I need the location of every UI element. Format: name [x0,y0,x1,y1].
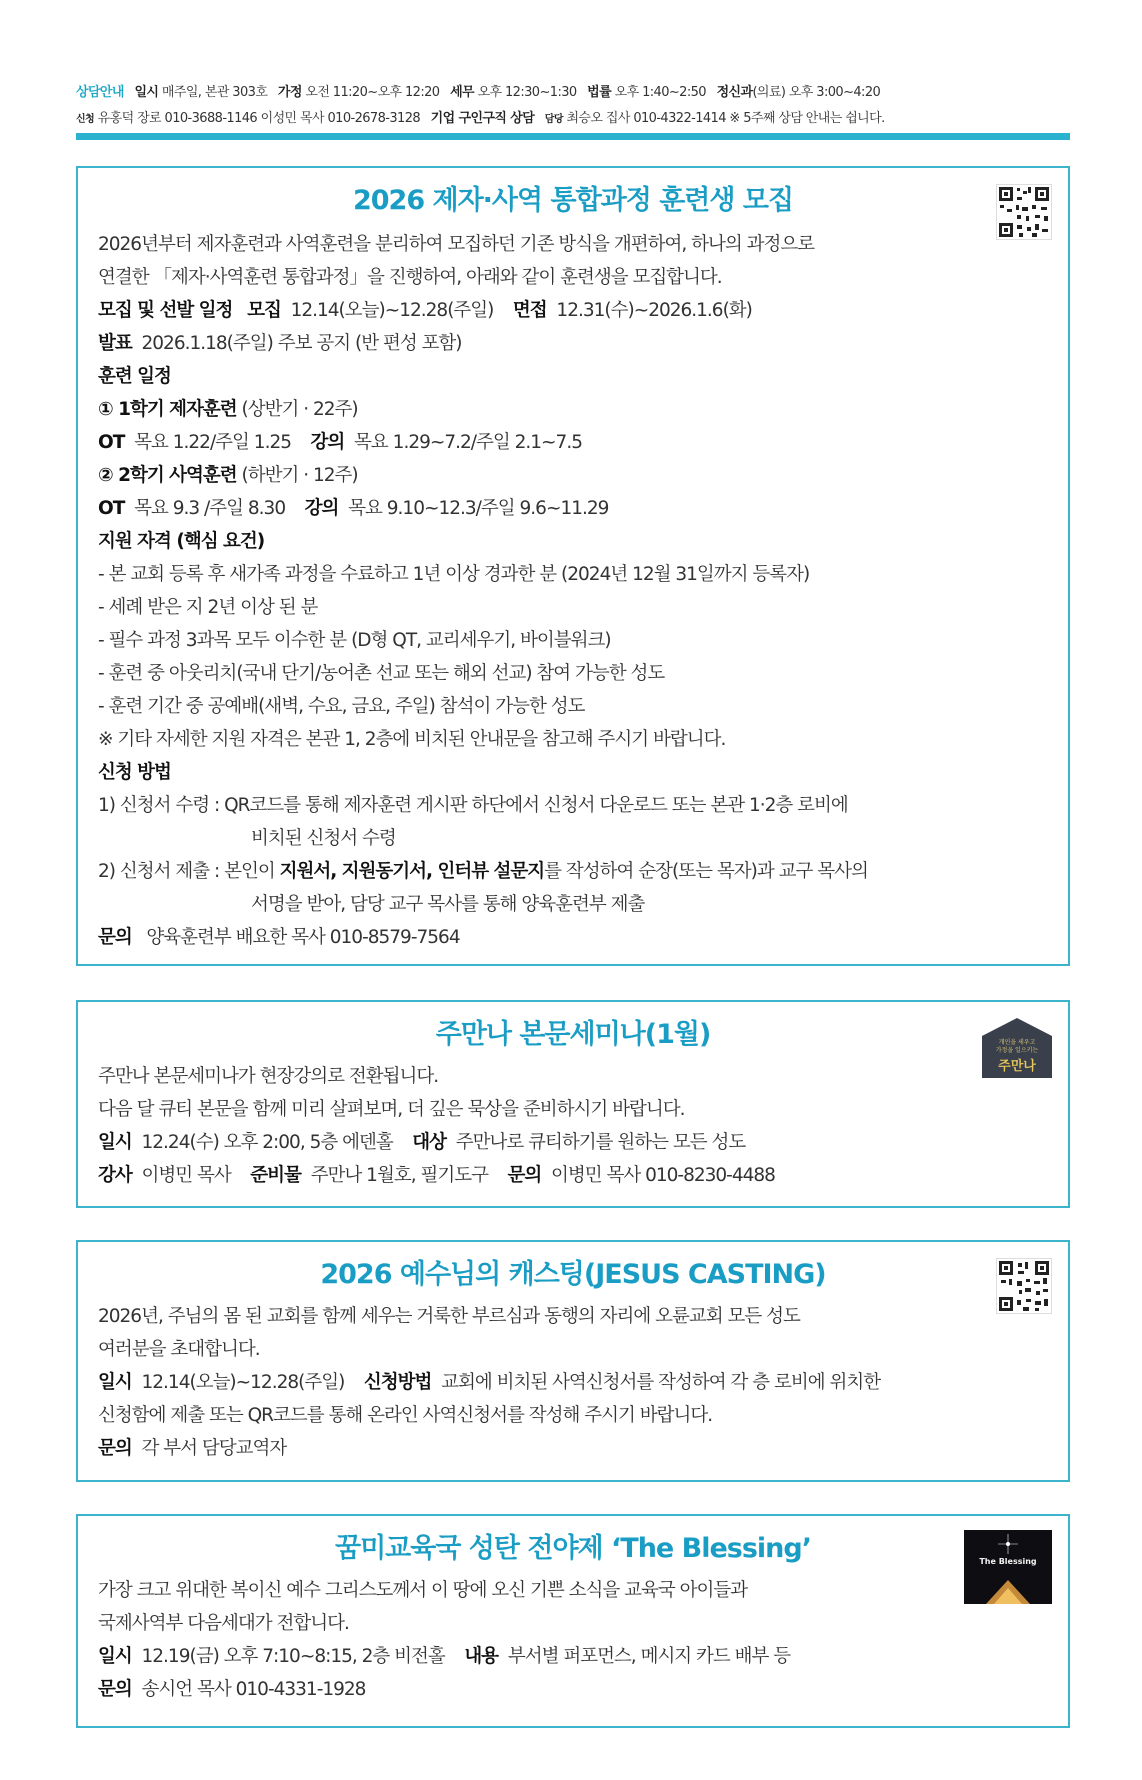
speaker-line: 강사 이병민 목사 준비물 주만나 1월호, 필기도구 문의 이병민 목사 010-8230-4488 [98,1165,775,1186]
manna-seminar-section [76,1000,1070,1208]
contact-line: 문의 송시언 목사 010-4331-1928 [98,1679,366,1700]
desc-line: 가장 크고 위대한 복이신 예수 그리스도께서 이 땅에 오신 기쁜 소식을 교육국 아이들과 [98,1580,748,1601]
intro-line: 2026년부터 제자훈련과 사역훈련을 분리하여 모집하던 기존 방식을 개편하여, 하나의 과정으로 [98,234,815,255]
schedule-line: 모집 및 선발 일정 모집 12.14(오늘)~12.28(주일) 면접 12.31(수)~2026.1.6(화) [98,300,752,321]
consultation-info [76,80,1070,132]
qr-code-icon[interactable] [996,1258,1052,1314]
section-title: 2026 예수님의 캐스팅(JESUS CASTING) [320,1259,826,1290]
date-content-line: 일시 12.19(금) 오후 7:10~8:15, 2층 비전홀 내용 부서별 퍼포먼스, 메시지 카드 배부 등 [98,1646,791,1667]
term1-line: ① 1학기 제자훈련 (상반기 · 22주) [98,399,358,420]
apply-step-2: 2) 신청서 제출 : 본인이 지원서, 지원동기서, 인터뷰 설문지를 작성하여 순장(또는 목자)과 교구 목사의 [98,861,868,882]
consultation-line-1: 상담안내 일시 매주일, 본관 303호 가정 오전 11:20~오후 12:20 세무 오후 12:30~1:30 법률 오후 1:40~2:50 정신과(의료) 오후 3:00~4:20 [76,85,881,100]
date-target-line: 일시 12.24(수) 오후 2:00, 5층 에덴홀 대상 주만나로 큐티하기를 원하는 모든 성도 [98,1132,746,1153]
train-schedule-heading: 훈련 일정 [98,366,171,387]
consultation-line-2: 신청 유홍덕 장로 010-3688-1146 이성민 목사 010-2678-3128 기업 구인구직 상담 담당 최승오 집사 010-4322-1414 ※ 5주째 상담 안내는 쉽니다. [76,111,885,126]
poster-title: The Blessing [979,1557,1037,1566]
header-divider [76,133,1070,140]
section-title: 2026 제자·사역 통합과정 훈련생 모집 [352,185,794,216]
qualification-item: - 본 교회 등록 후 새가족 과정을 수료하고 1년 이상 경과한 분 (2024년 12월 31일까지 등록자) [98,564,810,585]
desc-line: 다음 달 큐티 본문을 함께 미리 살펴보며, 더 깊은 묵상을 준비하시기 바랍니다. [98,1099,685,1120]
desc-line: 2026년, 주님의 몸 된 교회를 함께 세우는 거룩한 부르심과 동행의 자리에 오륜교회 모든 성도 [98,1306,800,1327]
blessing-poster-image [964,1530,1052,1604]
section-body [98,1574,1048,1706]
apply-step-1-cont: 비치된 신청서 수령 [251,828,396,849]
qr-code-icon[interactable] [996,184,1052,240]
qualification-item: - 훈련 기간 중 공예배(새벽, 수요, 금요, 주일) 참석이 가능한 성도 [98,696,585,717]
qualification-item: - 훈련 중 아웃리치(국내 단기/농어촌 선교 또는 해외 선교) 참여 가능한 성도 [98,663,665,684]
term1-detail-line: OT 목요 1.22/주일 1.25 강의 목요 1.29~7.2/주일 2.1~7.5 [98,432,582,453]
contact-line: 문의 양육훈련부 배요한 목사 010-8579-7564 [98,927,460,948]
manna-logo [980,1016,1054,1080]
qualification-note: ※ 기타 자세한 지원 자격은 본관 1, 2층에 비치된 안내문을 참고해 주시기 바랍니다. [98,729,726,750]
intro-line: 연결한 「제자·사역훈련 통합과정」을 진행하여, 아래와 같이 훈련생을 모집합니다. [98,267,722,288]
desc-line: 국제사역부 다음세대가 전합니다. [98,1613,349,1634]
date-method-line: 일시 12.14(오늘)~12.28(주일) 신청방법 교회에 비치된 사역신청서를 작성하여 각 층 로비에 위치한 [98,1372,881,1393]
desc-line: 여러분을 초대합니다. [98,1339,260,1360]
apply-heading: 신청 방법 [98,762,171,783]
desc-line: 주만나 본문세미나가 현장강의로 전환됩니다. [98,1066,439,1087]
jesus-casting-section [76,1240,1070,1482]
section-body [98,228,1048,954]
qualification-heading: 지원 자격 (핵심 요건) [98,531,265,552]
contact-line: 문의 각 부서 담당교역자 [98,1438,287,1459]
qualification-item: - 세례 받은 지 2년 이상 된 분 [98,597,318,618]
term2-detail-line: OT 목요 9.3 /주일 8.30 강의 목요 9.10~12.3/주일 9.6~11.29 [98,498,609,519]
section-title: 꿈미교육국 성탄 전야제 ‘The Blessing’ [335,1533,811,1564]
logo-tagline-top: 개인을 세우고 [998,1039,1036,1046]
apply-step-2-cont: 서명을 받아, 담당 교구 목사를 통해 양육훈련부 제출 [251,894,645,915]
announce-line: 발표 2026.1.18(주일) 주보 공지 (반 편성 포함) [98,333,462,354]
christmas-eve-section [76,1514,1070,1728]
method-cont-line: 신청함에 제출 또는 QR코드를 통해 온라인 사역신청서를 작성해 주시기 바랍니다. [98,1405,713,1426]
section-body [98,1060,1048,1192]
logo-text: 주만나 [998,1059,1036,1074]
term2-line: ② 2학기 사역훈련 (하반기 · 12주) [98,465,358,486]
logo-tagline-mid: 가정을 일으키는 [995,1047,1039,1054]
training-recruitment-section [76,166,1070,966]
apply-step-1: 1) 신청서 수령 : QR코드를 통해 제자훈련 게시판 하단에서 신청서 다운로드 또는 본관 1·2층 로비에 [98,795,848,816]
section-body [98,1300,1048,1465]
qualification-item: - 필수 과정 3과목 모두 이수한 분 (D형 QT, 교리세우기, 바이블워크) [98,630,611,651]
section-title: 주만나 본문세미나(1월) [435,1019,711,1050]
